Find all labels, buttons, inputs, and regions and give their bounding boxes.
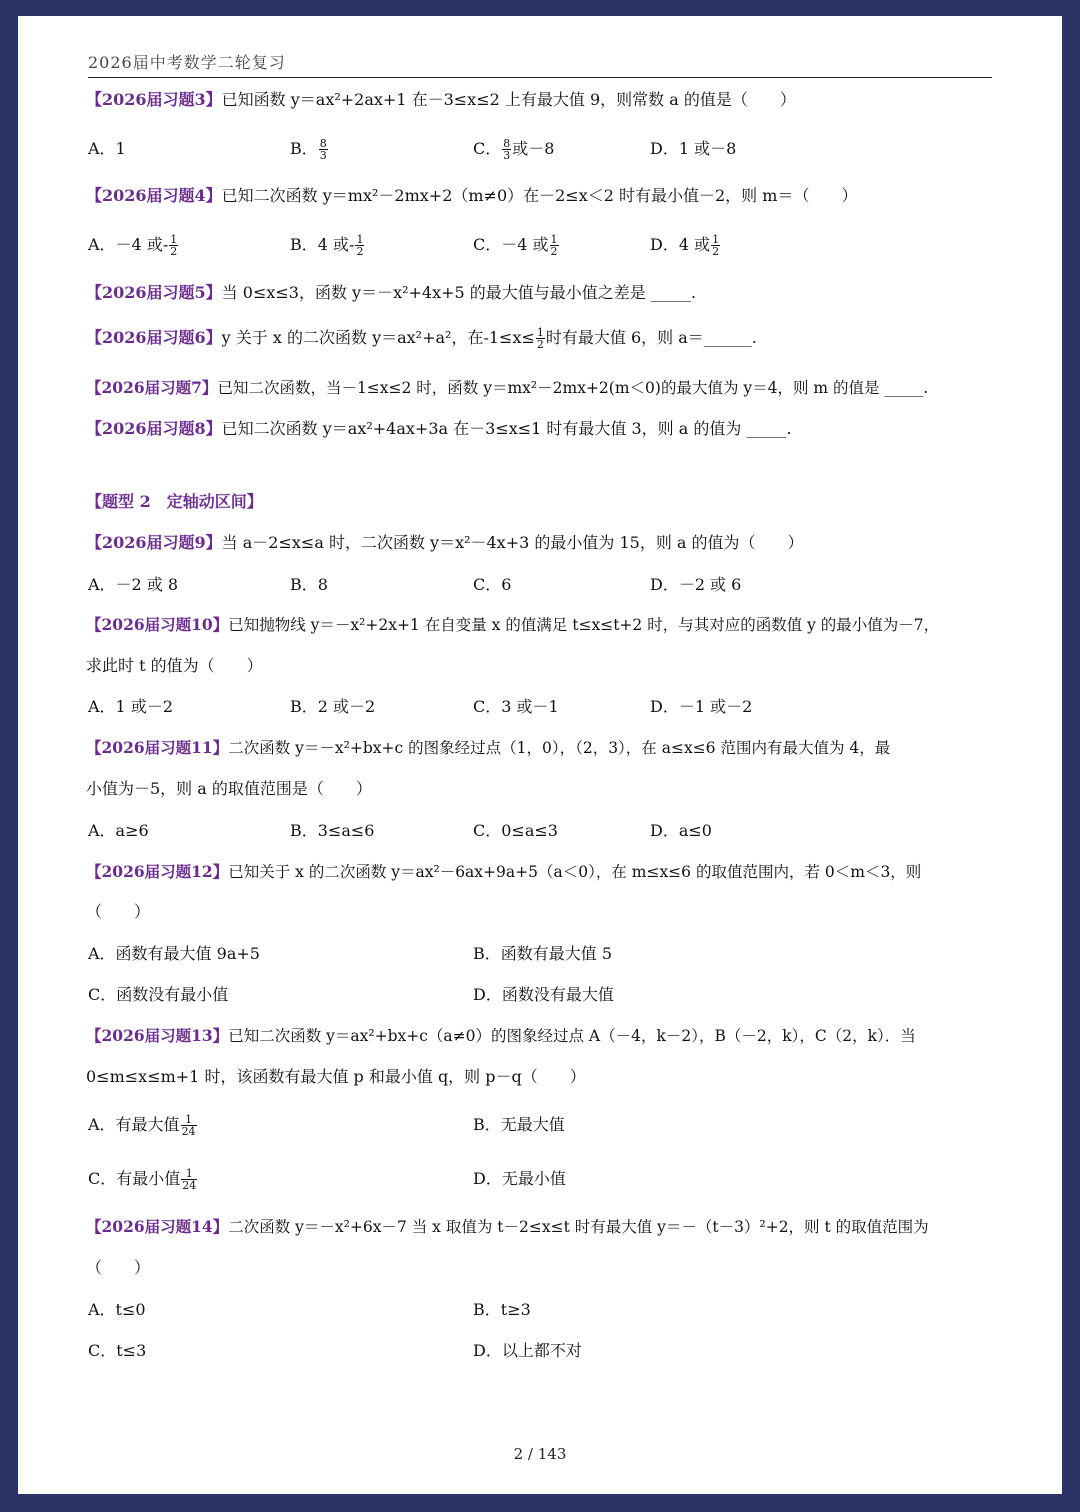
question-id: 【2026届习题8】: [86, 419, 222, 438]
fraction: $\frac{1}{2}$: [536, 326, 544, 351]
question-text: 已知抛物线 y＝－x²+2x+1 在自变量 x 的值满足 t≤x≤t+2 时，与其对应的函数值 y 的最小值为－7，: [228, 616, 940, 634]
option-a: A．有最大值 $\frac{1}{24}$: [88, 1113, 196, 1138]
question-13: [86, 1024, 994, 1048]
question-11: [86, 736, 994, 760]
question-id: 【2026届习题10】: [86, 615, 229, 634]
question-12: [86, 860, 994, 884]
option-c: C．－4 或 $\frac{1}{2}$: [473, 233, 558, 258]
fraction: $\frac{8}{3}$: [503, 137, 511, 162]
option-c: C．0≤a≤3: [473, 821, 558, 840]
question-14: [86, 1215, 994, 1239]
question-id: 【2026届习题7】: [86, 378, 218, 397]
option-a: A．1 或－2: [88, 697, 174, 716]
option-b: B．t≥3: [473, 1300, 531, 1319]
option-a: A．－4 或- $\frac{1}{2}$: [88, 233, 178, 258]
question-id: 【2026届习题14】: [86, 1217, 229, 1236]
option-b: B．2 或－2: [290, 697, 376, 716]
option-d: D．4 或 $\frac{1}{2}$: [650, 233, 720, 258]
option-b: B．8: [290, 575, 328, 594]
question-text: 已知关于 x 的二次函数 y＝ax²－6ax+9a+5（a＜0），在 m≤x≤6 的取值范围内，若 0＜m＜3，则: [228, 863, 922, 881]
document-page: [18, 16, 1062, 1494]
question-id: 【2026届习题11】: [86, 738, 229, 757]
option-a: A．a≥6: [88, 821, 149, 840]
option-d: D．以上都不对: [473, 1341, 582, 1360]
question-12-cont: （ ）: [86, 902, 151, 921]
question-text: 二次函数 y＝－x²+bx+c 的图象经过点（1，0），（2，3），在 a≤x≤6 范围内有最大值为 4，最: [228, 739, 891, 757]
question-id: 【2026届习题9】: [86, 533, 222, 552]
question-text: 当 a－2≤x≤a 时，二次函数 y＝x²－4x+3 的最小值为 15，则 a 的值为（ ）: [221, 533, 804, 552]
option-b: B．函数有最大值 5: [473, 944, 613, 963]
fraction: $\frac{1}{2}$: [170, 233, 178, 258]
option-c: C．3 或－1: [473, 697, 559, 716]
option-a: A．函数有最大值 9a+5: [88, 944, 260, 963]
page-number: 2 / 143: [513, 1445, 567, 1463]
section-title: 【题型 2 定轴动区间】: [86, 492, 263, 511]
question-10-cont: 求此时 t 的值为（ ）: [86, 656, 263, 675]
option-a: A．1: [88, 139, 126, 158]
question-4: [86, 184, 994, 208]
question-text: 已知二次函数，当－1≤x≤2 时，函数 y＝mx²－2mx+2(m＜0)的最大值为 y＝4，则 m 的值是 _____.: [217, 379, 929, 397]
question-text: 二次函数 y＝－x²+6x－7 当 x 取值为 t－2≤x≤t 时有最大值 y＝－（t－3）²+2，则 t 的取值范围为: [228, 1218, 929, 1236]
fraction: $\frac{1}{2}$: [356, 233, 364, 258]
option-c: C．有最小值 $\frac{1}{24}$: [88, 1167, 197, 1192]
option-c: C．函数没有最小值: [88, 985, 229, 1004]
question-id: 【2026届习题6】: [86, 328, 222, 347]
option-d: D．函数没有最大值: [473, 985, 614, 1004]
fraction: $\frac{8}{3}$: [319, 137, 327, 162]
question-14-cont: （ ）: [86, 1258, 151, 1277]
question-text: 已知函数 y＝ax²+2ax+1 在－3≤x≤2 上有最大值 9，则常数 a 的值是（ ）: [221, 90, 796, 109]
option-c: C．t≤3: [88, 1341, 147, 1360]
option-d: D．－1 或－2: [650, 697, 753, 716]
fraction: $\frac{1}{24}$: [182, 1167, 197, 1192]
question-6: 【2026届习题6】y 关于 x 的二次函数 y＝ax²+a²，在-1≤x≤ $\frac{1}{2}$ 时有最大值 6，则 a＝______.: [86, 326, 757, 351]
question-id: 【2026届习题4】: [86, 186, 222, 205]
option-d: D．a≤0: [650, 821, 712, 840]
option-b: B．4 或- $\frac{1}{2}$: [290, 233, 364, 258]
page-header: 2026届中考数学二轮复习: [88, 50, 992, 78]
question-id: 【2026届习题12】: [86, 862, 229, 881]
option-a: A．－2 或 8: [88, 575, 179, 594]
question-9: [86, 531, 994, 555]
option-c: C．6: [473, 575, 512, 594]
option-a: A．t≤0: [88, 1300, 146, 1319]
question-7: [86, 376, 994, 400]
option-d: D．1 或－8: [650, 139, 737, 158]
question-11-cont: 小值为－5，则 a 的取值范围是（ ）: [86, 779, 372, 798]
option-d: D．无最小值: [473, 1169, 566, 1188]
question-5: [86, 281, 994, 305]
question-text: 已知二次函数 y＝ax²+bx+c（a≠0）的图象经过点 A（－4，k－2），B（－2，k），C（2，k）．当: [228, 1027, 916, 1045]
question-10: [86, 613, 994, 637]
question-id: 【2026届习题5】: [86, 283, 222, 302]
fraction: $\frac{1}{2}$: [550, 233, 558, 258]
fraction: $\frac{1}{2}$: [712, 233, 720, 258]
question-13-cont: 0≤m≤x≤m+1 时，该函数有最大值 p 和最小值 q，则 p－q（ ）: [86, 1067, 586, 1086]
question-text: 当 0≤x≤3，函数 y＝－x²+4x+5 的最大值与最小值之差是 _____.: [221, 283, 696, 302]
option-b: B． $\frac{8}{3}$: [290, 137, 327, 162]
question-3: [86, 88, 994, 112]
question-id: 【2026届习题3】: [86, 90, 222, 109]
option-b: B．无最大值: [473, 1115, 565, 1134]
question-text: 已知二次函数 y＝ax²+4ax+3a 在－3≤x≤1 时有最大值 3，则 a 的值为 _____.: [221, 419, 792, 438]
question-8: [86, 417, 994, 441]
question-text: 已知二次函数 y＝mx²－2mx+2（m≠0）在－2≤x＜2 时有最小值－2，则 m＝（ ）: [221, 186, 858, 205]
option-d: D．－2 或 6: [650, 575, 742, 594]
option-c: C． $\frac{8}{3}$ 或－8: [473, 137, 555, 162]
question-id: 【2026届习题13】: [86, 1026, 229, 1045]
fraction: $\frac{1}{24}$: [181, 1113, 196, 1138]
option-b: B．3≤a≤6: [290, 821, 375, 840]
